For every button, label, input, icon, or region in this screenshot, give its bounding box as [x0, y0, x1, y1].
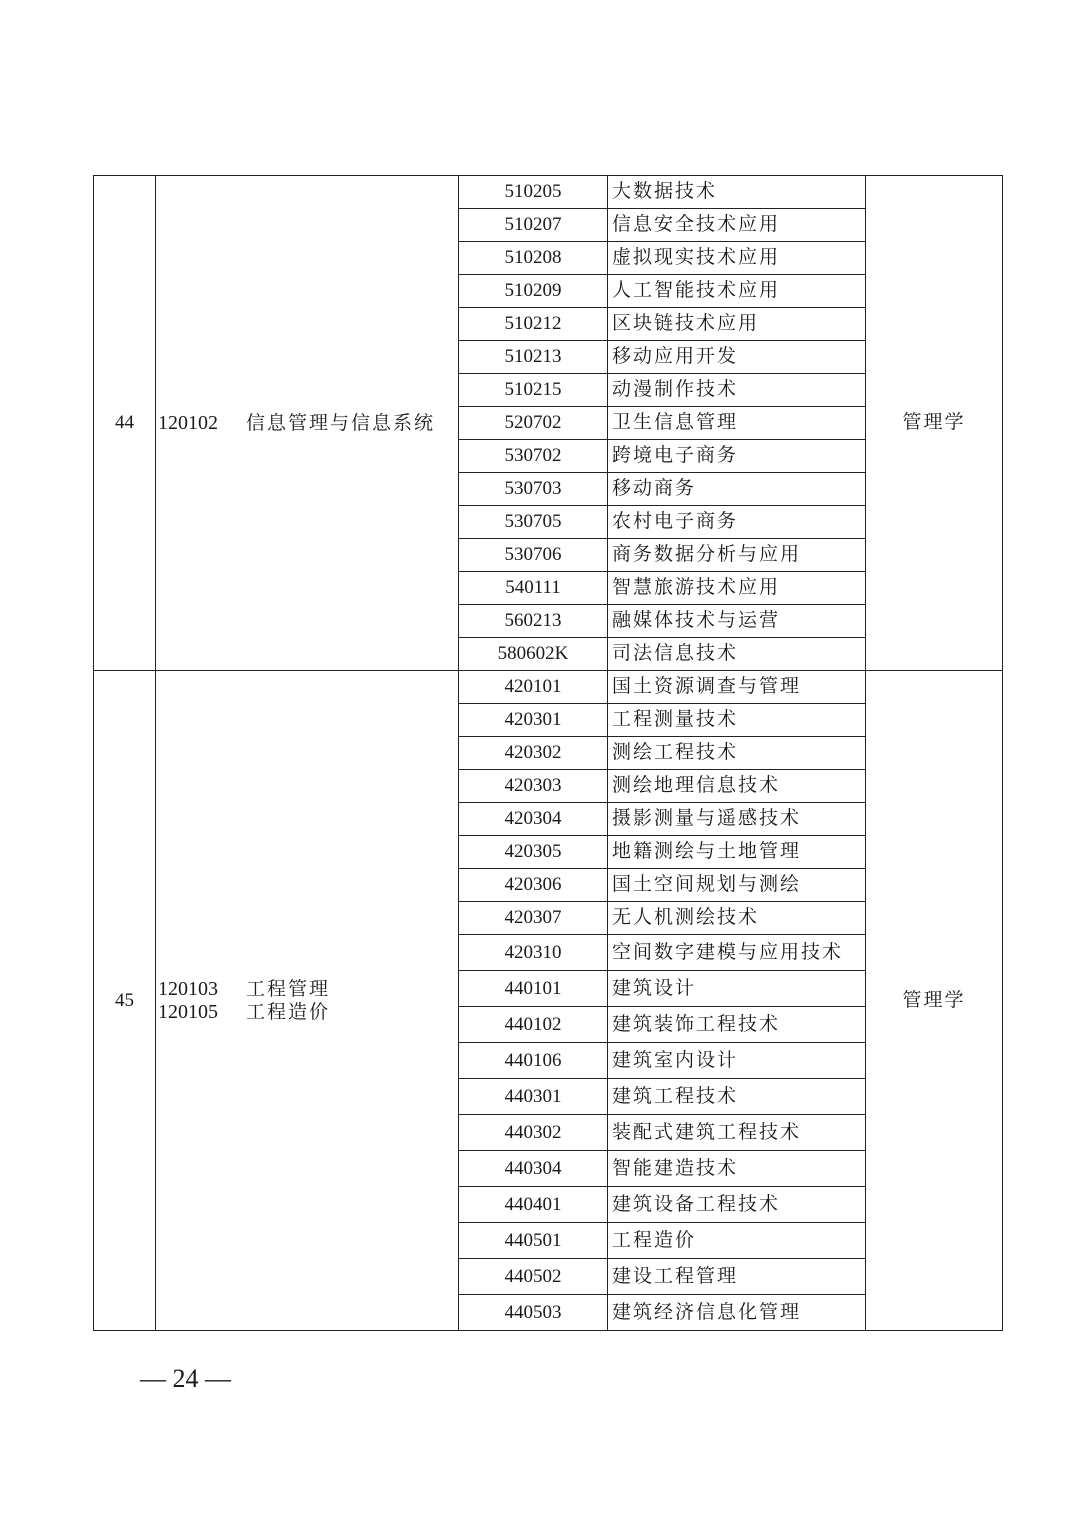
- vocational-major-name: 无人机测绘技术: [608, 902, 866, 935]
- vocational-major-name: 测绘工程技术: [608, 737, 866, 770]
- degree-category: 管理学: [866, 176, 1003, 671]
- undergrad-major-line: [158, 978, 458, 1001]
- vocational-major-code: 530705: [459, 506, 608, 539]
- vocational-major-code: 510209: [459, 275, 608, 308]
- vocational-major-code: 440304: [459, 1151, 608, 1187]
- vocational-major-name: 商务数据分析与应用: [608, 539, 866, 572]
- vocational-major-name: 工程造价: [608, 1223, 866, 1259]
- page-number: — 24 —: [140, 1364, 231, 1393]
- undergrad-majors: [156, 671, 459, 1331]
- vocational-major-code: 520702: [459, 407, 608, 440]
- vocational-major-code: 420302: [459, 737, 608, 770]
- vocational-major-code: 530703: [459, 473, 608, 506]
- vocational-major-code: 530706: [459, 539, 608, 572]
- vocational-major-name: 建筑经济信息化管理: [608, 1295, 866, 1331]
- vocational-major-name: 农村电子商务: [608, 506, 866, 539]
- vocational-major-code: 440302: [459, 1115, 608, 1151]
- vocational-major-name: 跨境电子商务: [608, 440, 866, 473]
- table-row: [94, 671, 1003, 704]
- vocational-major-code: 510215: [459, 374, 608, 407]
- undergrad-major-line: [158, 412, 458, 435]
- vocational-major-code: 420303: [459, 770, 608, 803]
- group-index: 44: [94, 176, 156, 671]
- vocational-major-code: 420310: [459, 935, 608, 971]
- vocational-major-code: 440301: [459, 1079, 608, 1115]
- vocational-major-name: 司法信息技术: [608, 638, 866, 671]
- vocational-major-name: 信息安全技术应用: [608, 209, 866, 242]
- table-row: [94, 176, 1003, 209]
- degree-category: 管理学: [866, 671, 1003, 1331]
- undergrad-major-code: 120103: [158, 977, 218, 1000]
- vocational-major-name: 地籍测绘与土地管理: [608, 836, 866, 869]
- vocational-major-code: 420301: [459, 704, 608, 737]
- vocational-major-name: 卫生信息管理: [608, 407, 866, 440]
- vocational-major-name: 空间数字建模与应用技术: [608, 935, 866, 971]
- vocational-major-name: 建筑装饰工程技术: [608, 1007, 866, 1043]
- vocational-major-code: 440401: [459, 1187, 608, 1223]
- major-table: [93, 175, 1003, 1331]
- vocational-major-code: 580602K: [459, 638, 608, 671]
- vocational-major-name: 装配式建筑工程技术: [608, 1115, 866, 1151]
- vocational-major-name: 建筑设计: [608, 971, 866, 1007]
- vocational-major-code: 420306: [459, 869, 608, 902]
- vocational-major-name: 摄影测量与遥感技术: [608, 803, 866, 836]
- group-index: 45: [94, 671, 156, 1331]
- vocational-major-code: 440501: [459, 1223, 608, 1259]
- vocational-major-name: 大数据技术: [608, 176, 866, 209]
- vocational-major-name: 虚拟现实技术应用: [608, 242, 866, 275]
- vocational-major-name: 移动商务: [608, 473, 866, 506]
- vocational-major-name: 智慧旅游技术应用: [608, 572, 866, 605]
- undergrad-major-code: 120105: [158, 1000, 218, 1023]
- vocational-major-code: 560213: [459, 605, 608, 638]
- vocational-major-name: 建设工程管理: [608, 1259, 866, 1295]
- vocational-major-code: 530702: [459, 440, 608, 473]
- vocational-major-code: 440502: [459, 1259, 608, 1295]
- vocational-major-code: 510213: [459, 341, 608, 374]
- vocational-major-code: 440503: [459, 1295, 608, 1331]
- vocational-major-name: 人工智能技术应用: [608, 275, 866, 308]
- undergrad-major-code: 120102: [158, 411, 218, 434]
- vocational-major-name: 智能建造技术: [608, 1151, 866, 1187]
- vocational-major-name: 建筑室内设计: [608, 1043, 866, 1079]
- vocational-major-code: 510207: [459, 209, 608, 242]
- vocational-major-code: 540111: [459, 572, 608, 605]
- vocational-major-code: 420101: [459, 671, 608, 704]
- vocational-major-name: 建筑工程技术: [608, 1079, 866, 1115]
- table-body: [94, 176, 1003, 1331]
- vocational-major-name: 工程测量技术: [608, 704, 866, 737]
- vocational-major-code: 510212: [459, 308, 608, 341]
- vocational-major-code: 440106: [459, 1043, 608, 1079]
- vocational-major-name: 融媒体技术与运营: [608, 605, 866, 638]
- vocational-major-name: 区块链技术应用: [608, 308, 866, 341]
- undergrad-major-name: 信息管理与信息系统: [246, 411, 436, 434]
- vocational-major-name: 动漫制作技术: [608, 374, 866, 407]
- undergrad-major-line: [158, 1001, 458, 1024]
- vocational-major-code: 420307: [459, 902, 608, 935]
- undergrad-major-name: 工程造价: [246, 1000, 331, 1023]
- vocational-major-code: 420304: [459, 803, 608, 836]
- vocational-major-name: 建筑设备工程技术: [608, 1187, 866, 1223]
- vocational-major-name: 国土空间规划与测绘: [608, 869, 866, 902]
- vocational-major-code: 440101: [459, 971, 608, 1007]
- vocational-major-code: 440102: [459, 1007, 608, 1043]
- undergrad-major-name: 工程管理: [246, 977, 331, 1000]
- vocational-major-code: 420305: [459, 836, 608, 869]
- undergrad-majors: [156, 176, 459, 671]
- vocational-major-code: 510205: [459, 176, 608, 209]
- vocational-major-code: 510208: [459, 242, 608, 275]
- vocational-major-name: 国土资源调查与管理: [608, 671, 866, 704]
- vocational-major-name: 移动应用开发: [608, 341, 866, 374]
- vocational-major-name: 测绘地理信息技术: [608, 770, 866, 803]
